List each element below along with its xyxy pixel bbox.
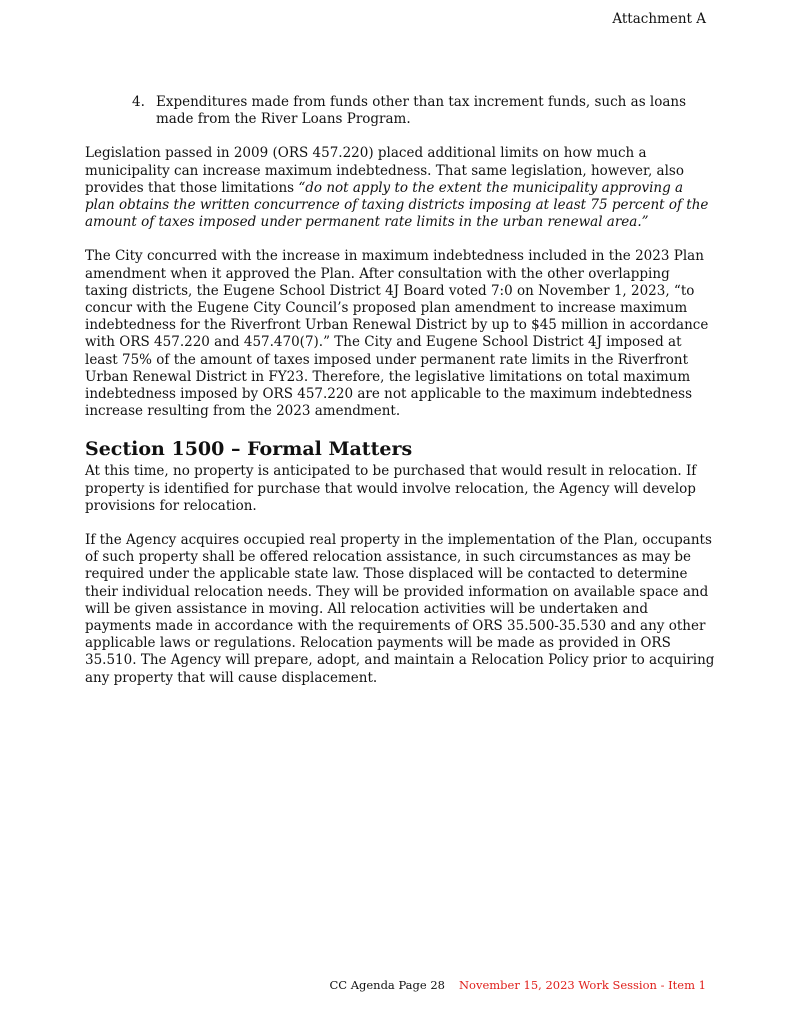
attachment-label: Attachment A [612,11,706,27]
city-concurred-paragraph: The City concurred with the increase in maximum indebtedness included in the 2023 Plan amendment when it approved the Plan. After consultation with the other overlapping taxing districts, the Eugene School District 4J Board voted 7:0 on November 1, 2023, “to concur with the Eugene City Council’s proposed plan amendment to increase maximum indebtedness for the Riverfront Urban Renewal District by up to $45 million in accordance with ORS 457.220 and 457.470(7).” The City and Eugene School District 4J imposed at least 75% of the amount of taxes imposed under permanent rate limits in the Riverfront Urban Renewal District in FY23. Therefore, the legislative limitations on total maximum indebtedness imposed by ORS 457.220 are not applicable to the maximum indebtedness increase resulting from the 2023 amendment. [85,248,709,420]
relocation-intro-paragraph: At this time, no property is anticipated to be purchased that would result in relocation. If property is identified for purchase that would involve relocation, the Agency will develop provisions for relocation. [85,463,697,514]
page-footer [329,977,706,993]
legislation-intro-text: Legislation passed in 2009 (ORS 457.220) placed additional limits on how much a municipality can increase maximum indebtedness. That same legislation, however, also provides that those limitations [85,145,684,196]
document-body [85,94,715,704]
legislation-paragraph [85,145,715,231]
section-heading: Section 1500 – Formal Matters [85,438,413,461]
list-item [85,94,715,128]
footer-session: November 15, 2023 Work Session - Item 1 [458,978,706,992]
list-item-number: 4. [132,94,145,110]
relocation-assistance-paragraph: If the Agency acquires occupied real property in the implementation of the Plan, occupants of such property shall be offered relocation assistance, in such circumstances as may be required under the applicable state law. Those displaced will be contacted to determine their individual relocation needs. They will be provided information on available space and will be given assistance in moving. All relocation activities will be undertaken and payments made in accordance with the requirements of ORS 35.500-35.530 and any other applicable laws or regulations. Relocation payments will be made as provided in ORS 35.510. The Agency will prepare, adopt, and maintain a Relocation Policy prior to acquiring any property that will cause displacement. [85,532,715,686]
footer-page-ref: CC Agenda Page 28 [329,978,445,992]
legislation-quote: “do not apply to the extent the municipality approving a plan obtains the written concurrence of taxing districts imposing at least 75 percent of the amount of taxes imposed under permanent rate limits in the urban renewal area.” [85,179,709,231]
list-item-text: Expenditures made from funds other than tax increment funds, such as loans made from the River Loans Program. [156,94,687,128]
